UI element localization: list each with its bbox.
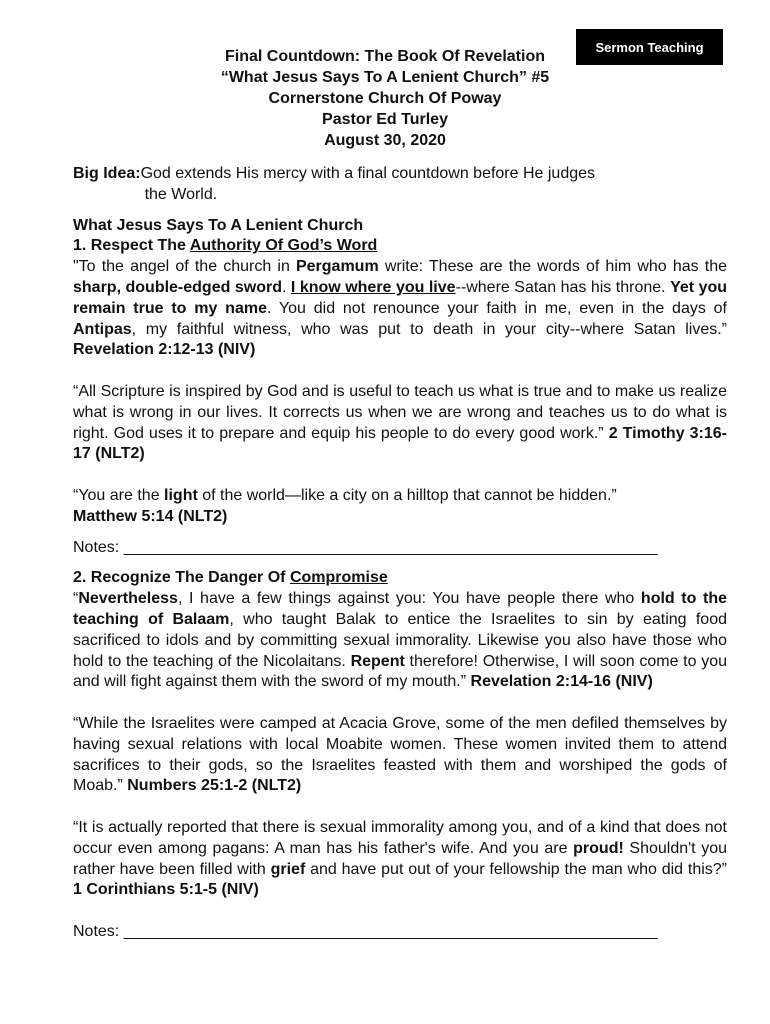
document-header xyxy=(0,46,770,151)
scripture-revelation-2-14: “Nevertheless, I have a few things against you: You have people there who hold to the teaching of Balaam, who taught Balak to entice the Israelites to sin by eating food sacrificed to idols and by committing sexual immorality. Likewise you also have those who hold to the teaching of the Nicolaitans. Repent therefore! Otherwise, I will soon come to you and will fight against them with the sword of my mouth.” Revelation 2:14-16 (NIV) xyxy=(73,590,728,691)
big-idea xyxy=(73,164,727,206)
scripture-matthew: “You are the light of the world—like a city on a hilltop that cannot be hidden.” Matthew 5:14 (NLT2) xyxy=(73,486,617,525)
scripture-reference: 1 Corinthians 5:1-5 (NIV) xyxy=(73,881,259,899)
sermon-teaching-badge: Sermon Teaching xyxy=(576,29,723,65)
scripture-numbers: “While the Israelites were camped at Acacia Grove, some of the men defiled themselves by having sexual relations with local Moabite women. These women invited them to attend sacrifices to their gods, so the Israelites feasted with them and worshiped the gods of Moab.” Numbers 25:1-2 (NLT2) xyxy=(73,714,727,795)
point-2-heading: 2. Recognize The Danger Of Compromise xyxy=(73,569,388,587)
pastor-name: Pastor Ed Turley xyxy=(322,111,448,128)
church-name: Cornerstone Church Of Poway xyxy=(268,90,502,107)
scripture-1-corinthians: “It is actually reported that there is sexual immorality among you, and of a kind that does not occur even among pagans: A man has his father's wife. And you are proud! Shouldn't you rather have been filled with grief and have put out of your fellowship the man who did this?” 1 Corinthians 5:1-5 (NIV) xyxy=(73,818,728,899)
scripture-reference: Revelation 2:12-13 (NIV) xyxy=(73,341,256,359)
section-title: What Jesus Says To A Lenient Church xyxy=(73,216,364,234)
document-body xyxy=(73,164,727,943)
scripture-reference: Revelation 2:14-16 (NIV) xyxy=(470,673,653,691)
scripture-2-timothy: “All Scripture is inspired by God and is useful to teach us what is true and to make us realize what is wrong in our lives. It corrects us when we are wrong and teaches us to do what is right. God uses it to prepare and equip his people to do every good work.” 2 Timothy 3:16-17 (NLT2) xyxy=(73,382,727,463)
scripture-reference: Matthew 5:14 (NLT2) xyxy=(73,507,228,525)
notes-line-1[interactable]: Notes: ____________________________________________________________ xyxy=(73,538,658,556)
scripture-revelation-2-12: "To the angel of the church in Pergamum write: These are the words of him who has the sharp, double-edged sword. I know where you live--where Satan has his throne. Yet you remain true to my name. You did not renounce your faith in me, even in the days of Antipas, my faithful witness, who was put to death in your city--where Satan lives.” Revelation 2:12-13 (NIV) xyxy=(73,258,728,359)
sermon-title: “What Jesus Says To A Lenient Church” #5 xyxy=(220,69,550,86)
point-1-heading: 1. Respect The Authority Of God’s Word xyxy=(73,237,378,255)
series-title: Final Countdown: The Book Of Revelation xyxy=(225,48,545,65)
big-idea-label: Big Idea: xyxy=(73,165,141,182)
sermon-date: August 30, 2020 xyxy=(324,132,446,149)
notes-line-2[interactable]: Notes: ____________________________________________________________ xyxy=(73,922,658,940)
big-idea-text: God extends His mercy with a final countdown before He judges the World. xyxy=(140,165,596,203)
scripture-reference: 2 Timothy 3:16-17 (NLT2) xyxy=(73,424,727,463)
scripture-reference: Numbers 25:1-2 (NLT2) xyxy=(127,777,302,795)
